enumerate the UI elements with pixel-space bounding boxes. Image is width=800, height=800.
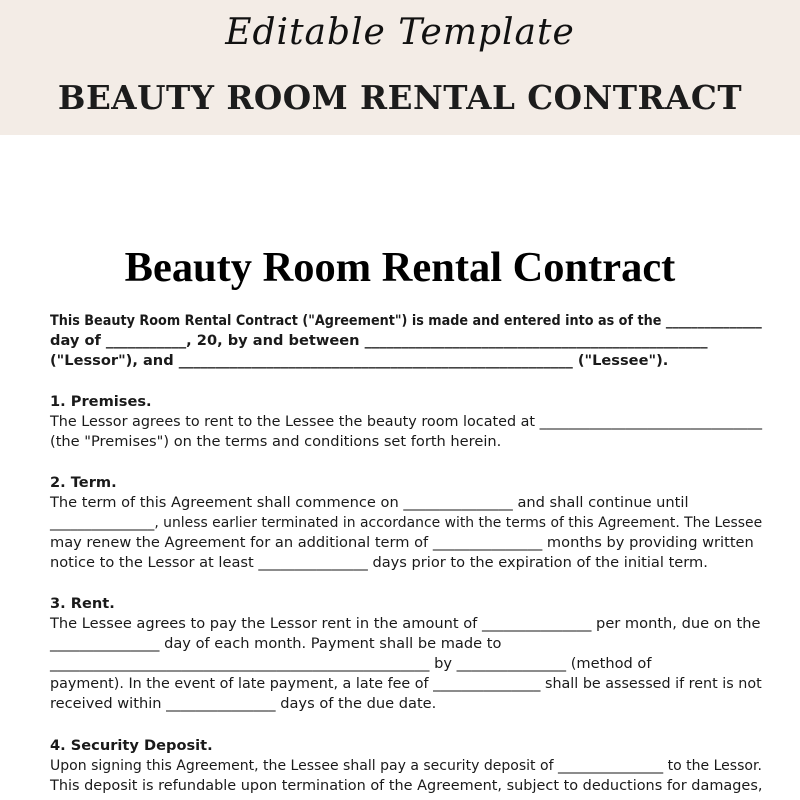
banner-script-title: Editable Template xyxy=(225,12,575,53)
section-heading-premises: 1. Premises. xyxy=(50,393,152,410)
section-line: received within _______________ days of the due date. xyxy=(50,695,437,712)
intro-line: ("Lessor"), and ______________________________________________________ ("Lessee"). xyxy=(50,352,669,369)
section-line: The Lessee agrees to pay the Lessor rent in the amount of _______________ per month, due on the xyxy=(50,615,761,632)
section-heading-rent: 3. Rent. xyxy=(50,595,115,612)
section-line: ____________________________________________________ by _______________ (method of xyxy=(50,655,652,672)
section-line: _______________, unless earlier terminated in accordance with the terms of this Agreement. The Lessee xyxy=(50,514,763,531)
section-line: This deposit is refundable upon termination of the Agreement, subject to deductions for damages, xyxy=(50,777,763,794)
section-line: notice to the Lessor at least _______________ days prior to the expiration of the initial term. xyxy=(50,554,708,571)
section-heading-term: 2. Term. xyxy=(50,474,117,491)
section-line: The Lessor agrees to rent to the Lessee the beauty room located at _______________________________ xyxy=(50,413,763,430)
intro-line: day of ___________, 20, by and between _______________________________________________ xyxy=(50,332,708,349)
section-line: (the "Premises") on the terms and conditions set forth herein. xyxy=(50,433,502,450)
section-heading-security-deposit: 4. Security Deposit. xyxy=(50,737,213,754)
section-line: _______________ day of each month. Payment shall be made to xyxy=(50,635,502,652)
section-line: The term of this Agreement shall commence on _______________ and shall continue until xyxy=(50,494,689,511)
section-line: may renew the Agreement for an additional term of _______________ months by providing written xyxy=(50,534,754,551)
section-line: Upon signing this Agreement, the Lessee shall pay a security deposit of _______________ to the Lessor. xyxy=(50,757,762,774)
document-title: Beauty Room Rental Contract xyxy=(124,244,676,291)
header-banner xyxy=(0,0,800,135)
banner-title: BEAUTY ROOM RENTAL CONTRACT xyxy=(57,78,743,117)
intro-line: This Beauty Room Rental Contract ("Agreement") is made and entered into as of the _______________ xyxy=(50,312,762,329)
section-line: payment). In the event of late payment, a late fee of _______________ shall be assessed if rent is not xyxy=(50,675,762,692)
